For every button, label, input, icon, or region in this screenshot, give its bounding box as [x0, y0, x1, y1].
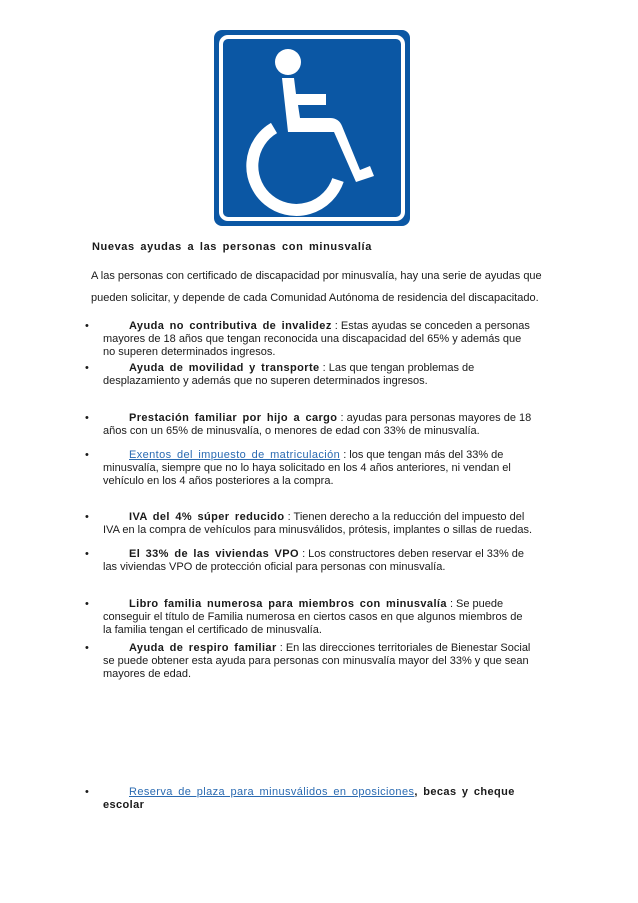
- item-heading: El 33% de las viviendas VPO: [129, 548, 299, 560]
- item-heading: Ayuda de movilidad y transporte: [129, 362, 320, 374]
- list-item: [85, 598, 533, 637]
- item-text: : Las que tengan problemas de desplazamiento y además que no superen determinados ingresos.: [103, 362, 475, 387]
- bullet: •: [85, 642, 89, 654]
- item-text: : En las direcciones territoriales de Bienestar Social se puede obtener esta ayuda para personas con minusvalía mayor del 33% y que sean mayores de edad.: [103, 642, 531, 680]
- item-heading: Libro familia numerosa para miembros con minusvalía: [129, 598, 447, 610]
- item-heading: Ayuda de respiro familiar: [129, 642, 277, 654]
- intro-paragraph: [91, 265, 553, 309]
- list-item: [85, 548, 533, 574]
- item-text: : los que tengan más del 33% de minusvalía, siempre que no lo haya solicitado en los 4 años anteriores, ni vendan el vehículo en los 4 años posteriores a la compra.: [103, 449, 511, 487]
- intro-line-1: A las personas con certificado de discapacidad por minusvalía, hay una serie de ayudas que: [91, 270, 542, 282]
- item-text: : ayudas para personas mayores de 18 años con un 65% de minusvalía, o menores de edad con 33% de minusvalía.: [103, 412, 532, 437]
- bullet: •: [85, 786, 89, 798]
- list-item: [85, 642, 533, 681]
- item-text: : Los constructores deben reservar el 33% de las viviendas VPO de protección oficial para personas con minusvalía.: [103, 548, 525, 573]
- item-text: : Se puede conseguir el título de Familia numerosa en ciertos casos en que algunos miembros de la familia tengan el certificado de minusvalía.: [103, 598, 523, 636]
- wheelchair-accessibility-icon: [214, 30, 410, 226]
- list-item: [85, 449, 533, 488]
- bullet: •: [85, 548, 89, 560]
- document-title: Nuevas ayudas a las personas con minusvalía: [92, 241, 372, 253]
- list-item: [85, 511, 533, 537]
- item-text: , becas y cheque escolar: [103, 786, 515, 811]
- list-item: [85, 320, 533, 359]
- item-text: : Tienen derecho a la reducción del impuesto del IVA en la compra de vehículos para minusválidos, prótesis, implantes o sillas de ruedas.: [103, 511, 533, 536]
- bullet: •: [85, 449, 89, 461]
- bullet: •: [85, 412, 89, 424]
- list-item: [85, 362, 533, 388]
- bullet: •: [85, 320, 89, 332]
- wheelchair-symbol-svg: [214, 30, 410, 226]
- symbol-head: [275, 49, 301, 75]
- item-heading-link[interactable]: Reserva de plaza para minusválidos en oposiciones: [129, 786, 415, 798]
- item-text: : Estas ayudas se conceden a personas mayores de 18 años que tengan reconocida una discapacidad del 65% y además que no superen determinados ingresos.: [103, 320, 530, 358]
- item-heading: Prestación familiar por hijo a cargo: [129, 412, 338, 424]
- item-heading: Ayuda no contributiva de invalidez: [129, 320, 332, 332]
- intro-line-2: pueden solicitar, y depende de cada Comunidad Autónoma de residencia del discapacitado.: [91, 292, 539, 304]
- bullet: •: [85, 362, 89, 374]
- bullet: •: [85, 598, 89, 610]
- bullet: •: [85, 511, 89, 523]
- list-item: [85, 786, 533, 812]
- item-heading-link[interactable]: Exentos del impuesto de matriculación: [129, 449, 341, 461]
- item-heading: IVA del 4% súper reducido: [129, 511, 285, 523]
- list-item: [85, 412, 533, 438]
